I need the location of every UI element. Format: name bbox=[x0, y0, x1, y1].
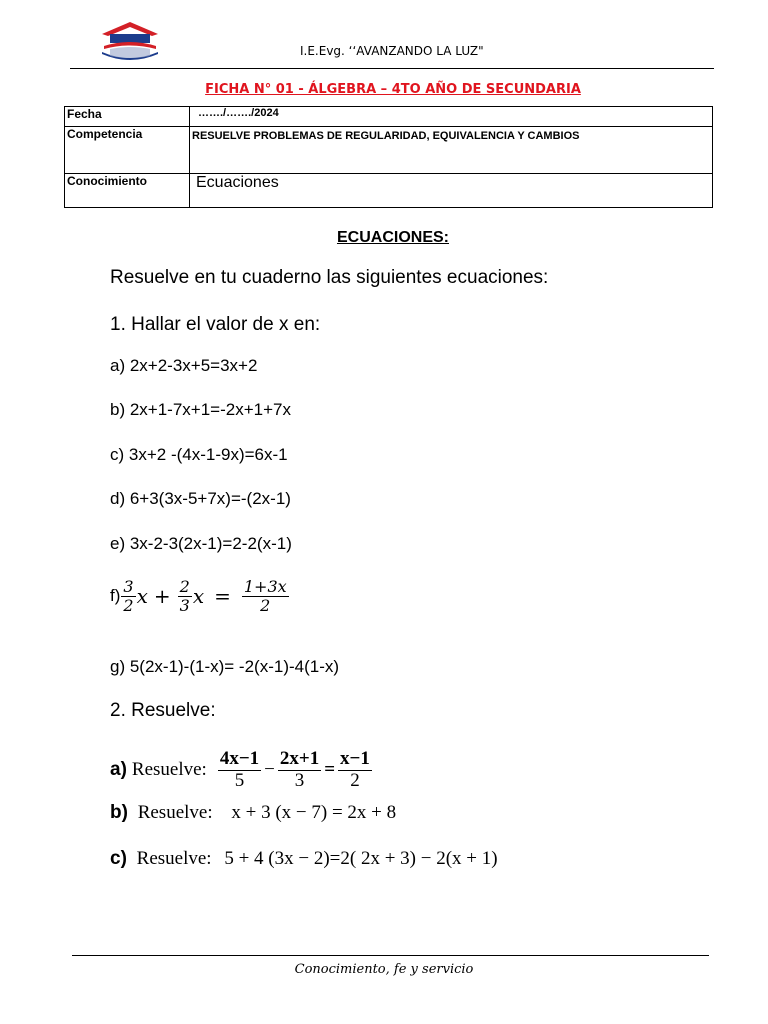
operator: + bbox=[153, 584, 171, 609]
school-logo bbox=[96, 20, 164, 64]
operator: − bbox=[264, 759, 275, 781]
fraction bbox=[278, 749, 321, 792]
numerator: 1+3x bbox=[243, 577, 287, 596]
row-conocimiento bbox=[65, 174, 713, 208]
question-2-title: 2. Resuelve: bbox=[110, 700, 216, 721]
section-title: ECUACIONES: bbox=[336, 229, 449, 246]
q2-b-word: Resuelve: bbox=[137, 802, 213, 823]
q1-item-b: b) 2x+1-7x+1=-2x+1+7x bbox=[110, 400, 291, 419]
info-table bbox=[64, 106, 713, 208]
q2-c-label: c) bbox=[110, 848, 127, 869]
conocimiento-label: Conocimiento bbox=[65, 174, 190, 208]
q2-c-word: Resuelve: bbox=[136, 848, 212, 869]
q2-item-c bbox=[110, 848, 498, 870]
row-competencia bbox=[65, 127, 713, 174]
q2-item-a bbox=[110, 749, 373, 792]
footer-divider bbox=[72, 955, 709, 956]
instruction: Resuelve en tu cuaderno las siguientes ecuaciones: bbox=[110, 267, 549, 288]
denominator: 2 bbox=[123, 595, 134, 615]
question-1-title: 1. Hallar el valor de x en: bbox=[110, 314, 321, 335]
conocimiento-value: Ecuaciones bbox=[190, 174, 713, 208]
q1-item-d: d) 6+3(3x-5+7x)=-(2x-1) bbox=[110, 489, 291, 508]
row-fecha bbox=[65, 107, 713, 127]
numerator: 2 bbox=[179, 577, 190, 596]
school-name: I.E.Evg. ‘‘AVANZANDO LA LUZ" bbox=[300, 44, 484, 58]
denominator: 5 bbox=[234, 769, 245, 791]
q2-a-word: Resuelve: bbox=[131, 759, 207, 781]
denominator: 2 bbox=[350, 769, 360, 791]
fraction bbox=[121, 578, 135, 614]
q1-item-c: c) 3x+2 -(4x-1-9x)=6x-1 bbox=[110, 445, 288, 464]
q2-item-b bbox=[110, 802, 396, 824]
q1-item-e: e) 3x-2-3(2x-1)=2-2(x-1) bbox=[110, 534, 292, 553]
q1-item-f bbox=[110, 578, 290, 614]
fraction bbox=[178, 578, 192, 614]
q2-b-expr: x + 3 (x − 7) = 2x + 8 bbox=[231, 802, 397, 823]
q1-item-a: a) 2x+2-3x+5=3x+2 bbox=[110, 356, 258, 375]
numerator: 3 bbox=[123, 577, 134, 596]
q2-c-expr: 5 + 4 (3x − 2)=2( 2x + 3) − 2(x + 1) bbox=[224, 848, 498, 869]
q2-b-label: b) bbox=[110, 802, 128, 823]
competencia-label: Competencia bbox=[65, 127, 190, 174]
fraction bbox=[242, 578, 289, 614]
denominator: 2 bbox=[260, 595, 271, 615]
q1-item-g: g) 5(2x-1)-(1-x)= -2(x-1)-4(1-x) bbox=[110, 657, 340, 676]
numerator: x−1 bbox=[340, 748, 370, 769]
fecha-value: ……./……./2024 bbox=[190, 107, 713, 127]
fraction bbox=[218, 749, 261, 792]
ficha-title: FICHA N° 01 - ÁLGEBRA – 4TO AÑO DE SECUNDARIA bbox=[205, 82, 581, 97]
competencia-value: RESUELVE PROBLEMAS DE REGULARIDAD, EQUIVALENCIA Y CAMBIOS bbox=[190, 127, 713, 174]
q2-a-label: a) bbox=[110, 759, 127, 781]
variable: x bbox=[136, 584, 148, 609]
numerator: 2x+1 bbox=[279, 748, 320, 769]
operator: = bbox=[324, 759, 336, 781]
fraction bbox=[338, 749, 372, 792]
numerator: 4x−1 bbox=[219, 748, 260, 769]
operator: = bbox=[214, 584, 231, 609]
footer-motto: Conocimiento, fe y servicio bbox=[294, 962, 474, 977]
denominator: 3 bbox=[179, 595, 190, 615]
denominator: 3 bbox=[294, 769, 305, 791]
q1-f-label: f) bbox=[110, 586, 121, 606]
fecha-label: Fecha bbox=[65, 107, 190, 127]
header-divider bbox=[70, 68, 714, 69]
variable: x bbox=[192, 584, 205, 609]
